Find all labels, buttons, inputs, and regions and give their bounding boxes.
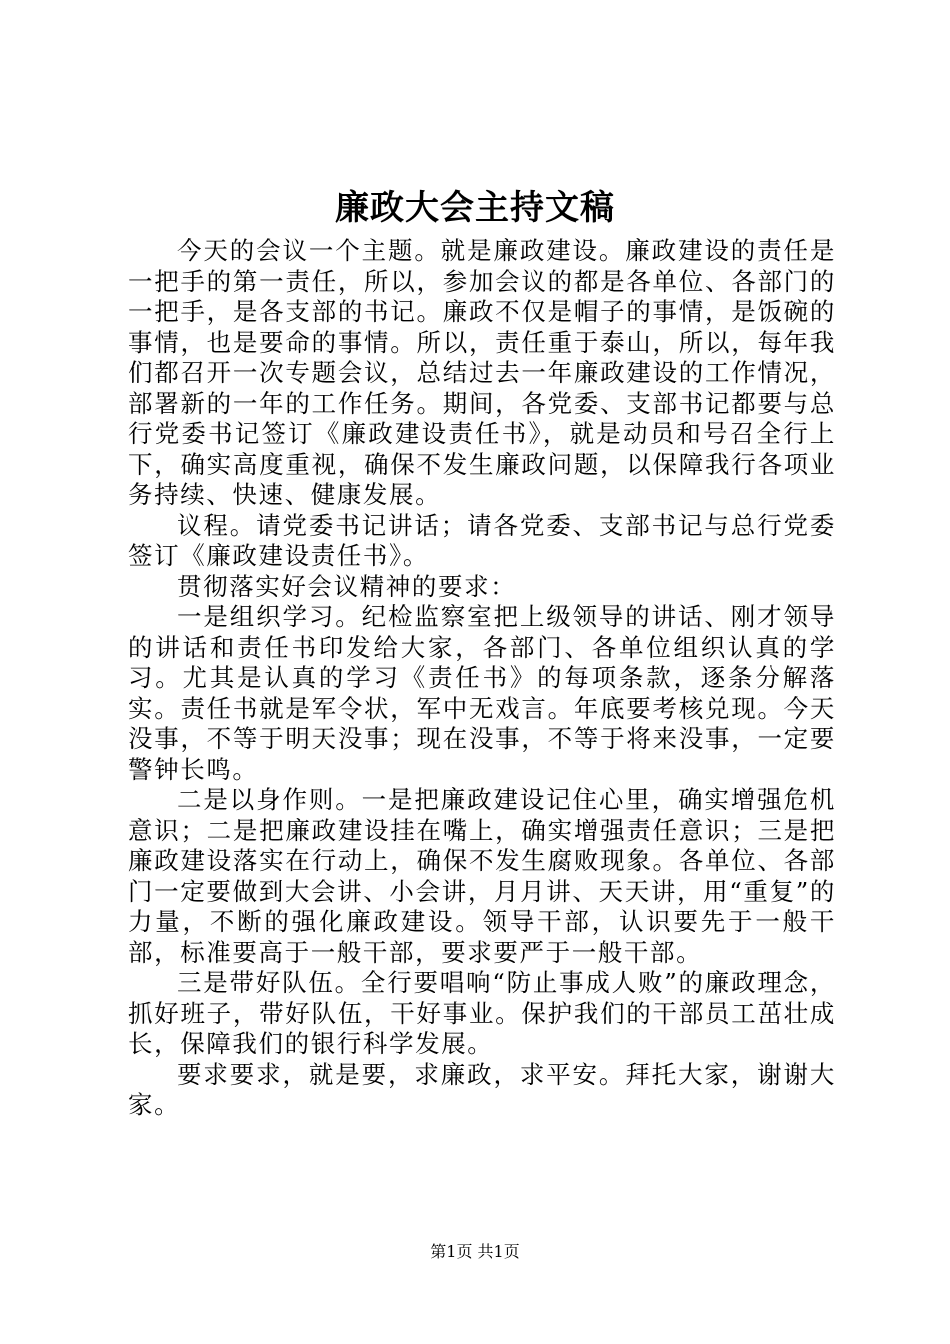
paragraph-point-two: 二是以身作则。一是把廉政建设记住心里，确实增强危机意识；二是把廉政建设挂在嘴上，确实增强责任意识；三是把廉政建设落实在行动上，确保不发生腐败现象。各单位、各部门一定要做到大会讲、小会讲，月月讲、天天讲，用“重复”的力量，不断的强化廉政建设。领导干部，认识要先于一般干部，标准要高于一般干部，要求要严于一般干部。 [128,785,836,967]
paragraph-agenda: 议程。请党委书记讲话；请各党委、支部书记与总行党委签订《廉政建设责任书》。 [128,510,836,570]
paragraph-opening: 今天的会议一个主题。就是廉政建设。廉政建设的责任是一把手的第一责任，所以，参加会议的都是各单位、各部门的一把手，是各支部的书记。廉政不仅是帽子的事情，是饭碗的事情，也是要命的事情。所以，责任重于泰山，所以，每年我们都召开一次专题会议，总结过去一年廉政建设的工作情况，部署新的一年的工作任务。期间，各党委、支部书记都要与总行党委书记签订《廉政建设责任书》，就是动员和号召全行上下，确实高度重视，确保不发生廉政问题，以保障我行各项业务持续、快速、健康发展。 [128,236,836,509]
document-body [128,236,836,1121]
document-title: 廉政大会主持文稿 [335,188,615,228]
page-footer: 第1页 共1页 [430,1242,520,1261]
paragraph-closing: 要求要求，就是要，求廉政，求平安。拜托大家，谢谢大家。 [128,1059,836,1119]
paragraph-requirements-intro: 贯彻落实好会议精神的要求： [177,571,517,601]
paragraph-point-one: 一是组织学习。纪检监察室把上级领导的讲话、刚才领导的讲话和责任书印发给大家，各部门、各单位组织认真的学习。尤其是认真的学习《责任书》的每项条款，逐条分解落实。责任书就是军令状，军中无戏言。年底要考核兑现。今天没事，不等于明天没事；现在没事，不等于将来没事，一定要警钟长鸣。 [128,602,836,784]
paragraph-point-three: 三是带好队伍。全行要唱响“防止事成人败”的廉政理念，抓好班子，带好队伍，干好事业。保护我们的干部员工茁壮成长，保障我们的银行科学发展。 [128,968,836,1058]
